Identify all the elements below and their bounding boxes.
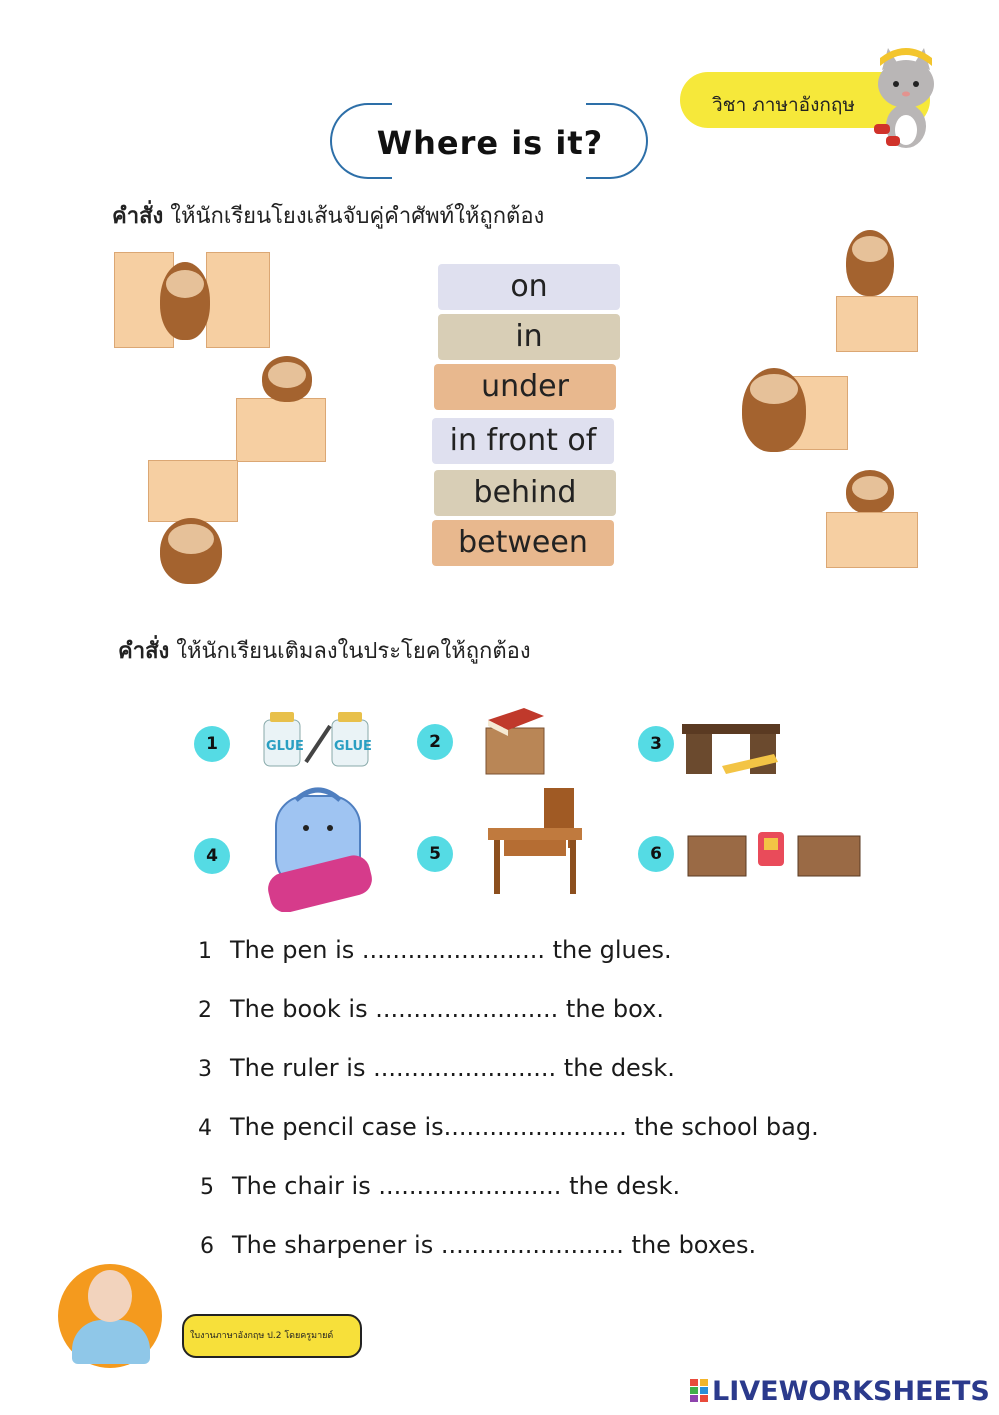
box-right: [206, 252, 270, 348]
sentence-number: 3: [198, 1057, 212, 1082]
instruction-2: [118, 633, 531, 668]
teacher-avatar-body: [72, 1320, 150, 1364]
sentence-1: [198, 936, 672, 964]
sentence-text[interactable]: The sharpener is ........................ the boxes.: [232, 1231, 757, 1259]
picture-number-2: 2: [417, 724, 453, 760]
instruction-1-label: คำสั่ง: [112, 204, 164, 229]
picture-number-6: 6: [638, 836, 674, 872]
glue-bottles-pen-icon: [262, 712, 372, 770]
sentence-text[interactable]: The pen is ........................ the glues.: [230, 936, 672, 964]
sharpener-boxes-icon: [686, 826, 864, 880]
sentence-number: 1: [198, 939, 212, 964]
box: [236, 398, 326, 462]
glue-label: GLUE: [334, 739, 372, 754]
sentence-text[interactable]: The book is ........................ the box.: [230, 995, 664, 1023]
word-under[interactable]: under: [434, 364, 616, 410]
book-on-box-icon: [482, 702, 548, 776]
picture-number-3: 3: [638, 726, 674, 762]
word-in[interactable]: in: [438, 314, 620, 360]
picture-number-1: 1: [194, 726, 230, 762]
instruction-1-text: ให้นักเรียนโยงเส้นจับคู่คำศัพท์ให้ถูกต้อง: [163, 204, 545, 229]
box: [836, 296, 918, 352]
instruction-2-text: ให้นักเรียนเติมลงในประโยคให้ถูกต้อง: [169, 639, 531, 664]
sentence-2: [198, 995, 664, 1023]
glue-label: GLUE: [266, 739, 304, 754]
subject-tag-label: วิชา ภาษาอังกฤษ: [712, 94, 855, 116]
box: [826, 512, 918, 568]
cat-mascot-icon: [862, 44, 942, 156]
brand-wordmark[interactable]: LIVEWORKSHEETS: [712, 1376, 990, 1407]
chair-desk-icon: [488, 788, 586, 896]
desk-ruler-icon: [682, 720, 782, 780]
sentence-text[interactable]: The chair is ........................ the desk.: [232, 1172, 681, 1200]
box: [148, 460, 238, 522]
school-bag-pencil-case-icon: [262, 786, 374, 912]
sentence-5: [200, 1172, 680, 1200]
sentence-text[interactable]: The ruler is ........................ the desk.: [230, 1054, 675, 1082]
sentence-text[interactable]: The pencil case is........................ the school bag.: [230, 1113, 819, 1141]
picture-number-5: 5: [417, 836, 453, 872]
sentence-number: 5: [200, 1175, 214, 1200]
word-in-front-of[interactable]: in front of: [432, 418, 614, 464]
instruction-1: [112, 198, 544, 233]
teacher-avatar-face: [88, 1270, 132, 1322]
sentence-6: [200, 1231, 756, 1259]
word-behind[interactable]: behind: [434, 470, 616, 516]
sentence-number: 6: [200, 1234, 214, 1259]
picture-number-4: 4: [194, 838, 230, 874]
word-on[interactable]: on: [438, 264, 620, 310]
footer-caption: ใบงานภาษาอังกฤษ ป.2 โดยครูมายด์: [190, 1331, 334, 1341]
sentence-number: 4: [198, 1116, 212, 1141]
liveworksheets-logo-icon: [690, 1379, 708, 1403]
instruction-2-label: คำสั่ง: [118, 639, 170, 664]
sentence-3: [198, 1054, 675, 1082]
page-title: Where is it?: [376, 124, 604, 162]
sentence-4: [198, 1113, 819, 1141]
word-between[interactable]: between: [432, 520, 614, 566]
sentence-number: 2: [198, 998, 212, 1023]
